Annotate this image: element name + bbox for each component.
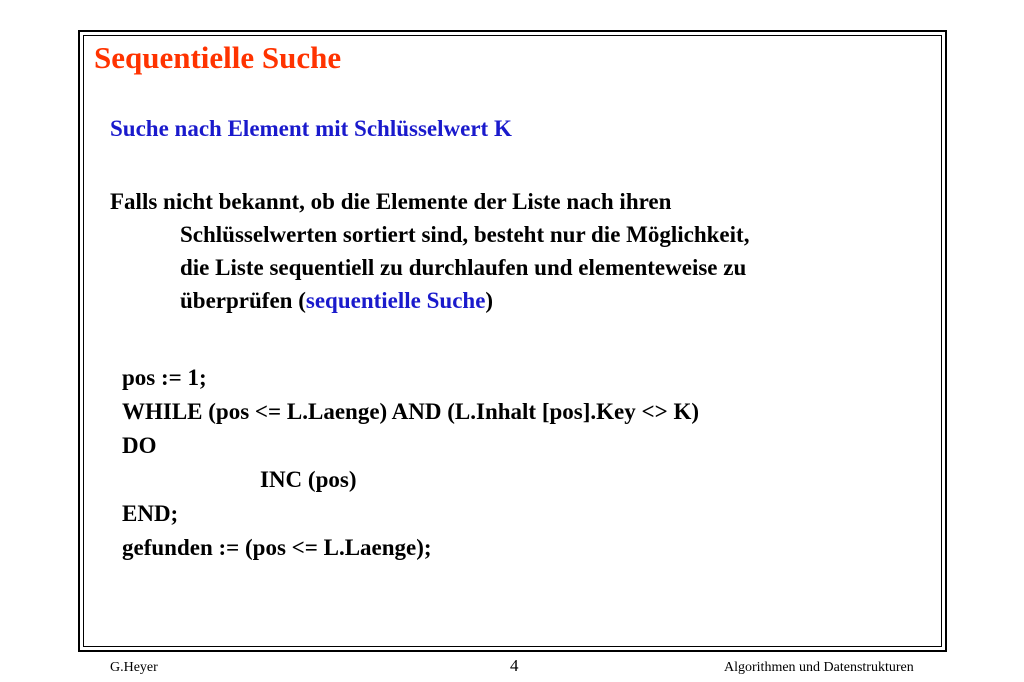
highlight-term: sequentielle Suche — [305, 288, 486, 313]
paragraph-line — [110, 284, 749, 317]
paragraph-line: Falls nicht bekannt, ob die Elemente der Liste nach ihren — [110, 189, 672, 214]
code-line: END; — [122, 501, 179, 526]
paragraph-line: Schlüsselwerten sortiert sind, besteht nur die Möglichkeit, — [180, 222, 750, 247]
footer-page-number: 4 — [510, 656, 519, 675]
code-line: gefunden := (pos <= L.Laenge); — [122, 535, 432, 560]
code-block — [122, 361, 699, 565]
code-line: WHILE (pos <= L.Laenge) AND (L.Inhalt [pos].Key <> K) — [122, 399, 699, 424]
description-paragraph — [110, 185, 749, 317]
paragraph-text: ) — [485, 288, 494, 313]
footer-author: G.Heyer — [110, 660, 158, 675]
code-line: pos := 1; — [122, 365, 207, 390]
code-line: DO — [122, 433, 157, 458]
slide-title: Sequentielle Suche — [94, 40, 342, 75]
paragraph-line: die Liste sequentiell zu durchlaufen und elementeweise zu — [180, 255, 747, 280]
slide-subtitle: Suche nach Element mit Schlüsselwert K — [110, 116, 512, 141]
paragraph-text: überprüfen ( — [180, 288, 306, 313]
code-line: INC (pos) — [260, 467, 357, 492]
footer-course: Algorithmen und Datenstrukturen — [724, 660, 914, 675]
